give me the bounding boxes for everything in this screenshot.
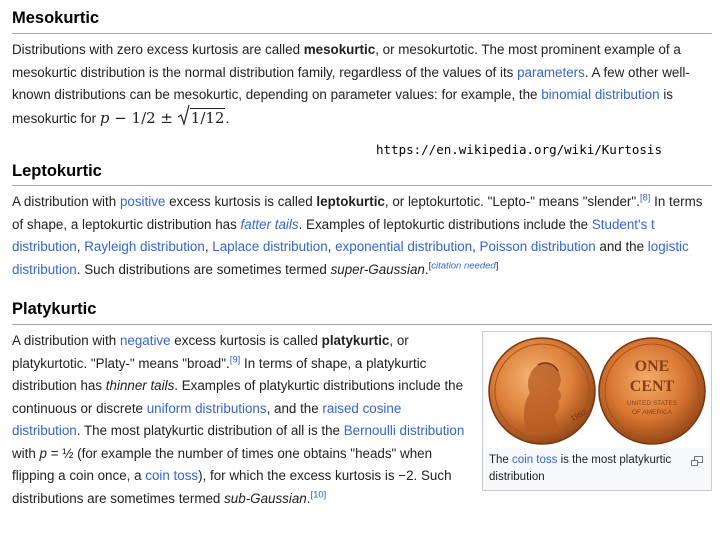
link-laplace-distribution[interactable]: Laplace distribution bbox=[212, 239, 328, 254]
heading-leptokurtic: Leptokurtic bbox=[12, 162, 102, 180]
text: excess kurtosis is called bbox=[170, 333, 322, 348]
italic-term: thinner tails bbox=[105, 378, 175, 393]
source-url: https://en.wikipedia.org/wiki/Kurtosis bbox=[376, 142, 662, 157]
text: . The most platykurtic distribution of all is the bbox=[76, 423, 344, 438]
heading-rule bbox=[12, 185, 712, 186]
text: with bbox=[12, 445, 40, 461]
link-fatter-tails[interactable]: fatter tails bbox=[240, 216, 299, 232]
italic-term: super-Gaussian bbox=[330, 261, 425, 277]
link-rayleigh-distribution[interactable]: Rayleigh distribution bbox=[84, 239, 205, 254]
math-radicand: 1/12 bbox=[190, 108, 225, 127]
coin-cent: CENT bbox=[629, 378, 675, 395]
text: . bbox=[306, 490, 311, 506]
mesokurtic-paragraph bbox=[12, 39, 712, 130]
text: , bbox=[472, 239, 480, 254]
text: and the bbox=[595, 239, 648, 254]
link-uniform-distributions[interactable]: uniform distributions bbox=[146, 400, 267, 416]
math-sqrt bbox=[178, 107, 226, 130]
text: . A few other well-known distributions can be mesokurtic, depending on parameter values: for example, the bbox=[12, 64, 690, 102]
enlarge-icon[interactable] bbox=[691, 456, 703, 466]
link-caption-coin-toss[interactable]: coin toss bbox=[512, 454, 558, 466]
coin-image[interactable] bbox=[486, 335, 708, 448]
link-negative[interactable]: negative bbox=[119, 333, 171, 348]
text: . bbox=[225, 110, 230, 126]
heading-platykurtic: Platykurtic bbox=[12, 300, 97, 318]
text: ), for which the excess kurtosis is −2. Such distributions are sometimes termed bbox=[12, 468, 452, 506]
link-poisson-distribution[interactable]: Poisson distribution bbox=[479, 239, 596, 254]
bold-term: mesokurtic bbox=[303, 42, 376, 57]
math-operator: − 1/2 ± bbox=[109, 108, 178, 127]
coin-figure bbox=[482, 331, 712, 491]
text: A distribution with bbox=[12, 333, 120, 348]
link-exponential-distribution[interactable]: exponential distribution bbox=[335, 239, 473, 254]
text: . Examples of leptokurtic distributions include the bbox=[298, 216, 592, 232]
link-binomial-distribution[interactable]: binomial distribution bbox=[541, 87, 660, 102]
bracket: ] bbox=[495, 260, 499, 272]
reference-10[interactable]: [10] bbox=[310, 489, 327, 501]
link-students-t-distribution[interactable]: Student's t distribution bbox=[12, 216, 655, 254]
text: In terms of shape, a leptokurtic distribution has bbox=[12, 194, 703, 232]
text: excess kurtosis is called bbox=[165, 194, 317, 209]
text: is mesokurtic for bbox=[12, 87, 673, 126]
link-positive[interactable]: positive bbox=[119, 194, 166, 209]
bold-term: leptokurtic bbox=[316, 194, 385, 209]
coin-one: ONE bbox=[634, 358, 670, 375]
heading-rule bbox=[12, 33, 712, 34]
text: The bbox=[489, 454, 513, 466]
citation-needed bbox=[429, 260, 499, 271]
link-logistic-distribution[interactable]: logistic distribution bbox=[12, 239, 689, 277]
text: , bbox=[76, 239, 85, 254]
link-bernoulli-distribution[interactable]: Bernoulli distribution bbox=[343, 423, 465, 438]
text: is the most platykurtic distribution bbox=[489, 454, 672, 483]
math-var-p: p bbox=[99, 108, 110, 127]
text: = ½ (for example the number of times one obtains "heads" when flipping a coin once, a bbox=[12, 445, 433, 483]
text: . Such distributions are sometimes termed bbox=[76, 261, 331, 277]
reference-8[interactable]: [8] bbox=[639, 192, 651, 204]
text: In terms of shape, a platykurtic distribution has bbox=[12, 355, 427, 393]
platykurtic-paragraph bbox=[12, 330, 472, 510]
text: A distribution with bbox=[12, 194, 120, 209]
text: , bbox=[327, 239, 336, 254]
figure-caption bbox=[489, 452, 689, 486]
text: , or mesokurtotic. The most prominent example of a mesokurtic distribution is the normal distribution family, regardless of the values of its bbox=[12, 42, 681, 80]
link-coin-toss[interactable]: coin toss bbox=[145, 468, 199, 483]
coin-united-states: UNITED STATES bbox=[626, 400, 678, 407]
link-raised-cosine-distribution[interactable]: raised cosine distribution bbox=[12, 400, 402, 438]
text: , or platykurtotic. "Platy-" means "broad". bbox=[12, 333, 409, 371]
text: . Examples of platykurtic distributions include the continuous or discrete bbox=[12, 378, 464, 416]
text: , or leptokurtotic. "Lepto-" means "slender". bbox=[384, 194, 640, 209]
heading-rule bbox=[12, 324, 712, 325]
bracket: [ bbox=[428, 260, 432, 272]
link-citation-needed[interactable]: citation needed bbox=[431, 260, 496, 272]
coin-of-america: OF AMERICA bbox=[631, 409, 673, 416]
text: . bbox=[424, 261, 429, 277]
heading-mesokurtic: Mesokurtic bbox=[12, 9, 100, 27]
coin-year: 1992 bbox=[569, 407, 588, 423]
italic-var-p: p bbox=[39, 445, 47, 461]
text: , bbox=[204, 239, 213, 254]
link-parameters[interactable]: parameters bbox=[517, 64, 585, 80]
leptokurtic-paragraph bbox=[12, 191, 712, 281]
bold-term: platykurtic bbox=[321, 333, 390, 348]
text: Distributions with zero excess kurtosis are called bbox=[12, 42, 304, 57]
reference-9[interactable]: [9] bbox=[229, 354, 241, 366]
penny-coins-illustration bbox=[486, 335, 708, 448]
math-formula bbox=[100, 109, 226, 127]
sqrt-sign-icon bbox=[178, 104, 190, 126]
text: , and the bbox=[266, 400, 323, 416]
italic-term: sub-Gaussian bbox=[224, 490, 307, 506]
